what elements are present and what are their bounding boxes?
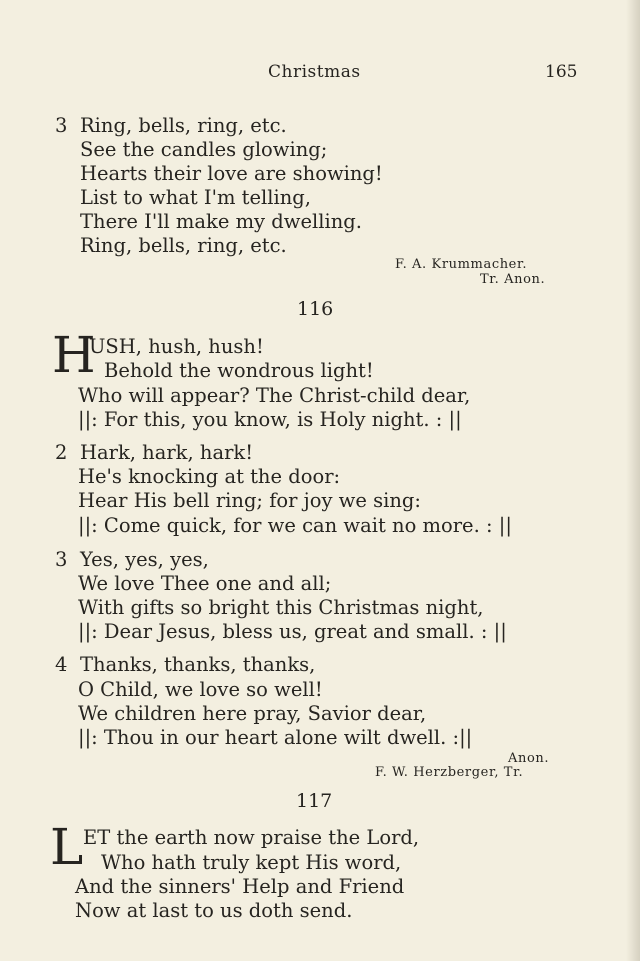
hymn-line: See the candles glowing;: [80, 138, 328, 161]
hymn-line: Ring, bells, ring, etc.: [80, 114, 287, 137]
hymn-line: ||: For this, you know, is Holy night. : ||: [78, 408, 462, 431]
page-edge-shadow: [626, 0, 640, 961]
hymn-line: ||: Thou in our heart alone wilt dwell. :||: [78, 726, 473, 749]
hymn-line: Behold the wondrous light!: [104, 359, 374, 382]
hymn-line: O Child, we love so well!: [78, 678, 323, 701]
hymn-number: 117: [296, 790, 333, 812]
hymn-line: And the sinners' Help and Friend: [75, 875, 405, 898]
hymn-line: ||: Dear Jesus, bless us, great and small. : ||: [78, 620, 507, 643]
hymn-line: USH, hush, hush!: [89, 335, 264, 358]
hymn-line: ||: Come quick, for we can wait no more. : ||: [78, 514, 512, 537]
hymn-line: Hark, hark, hark!: [80, 441, 254, 464]
drop-cap: L: [50, 818, 84, 876]
hymn-line: We children here pray, Savior dear,: [78, 702, 427, 725]
hymn-line: With gifts so bright this Christmas night,: [78, 596, 484, 619]
hymn-translator: Tr. Anon.: [480, 272, 546, 287]
hymn-line: He's knocking at the door:: [78, 465, 341, 488]
hymn-line: There I'll make my dwelling.: [80, 210, 362, 233]
hymn-line: List to what I'm telling,: [80, 186, 311, 209]
hymn-line: We love Thee one and all;: [78, 572, 332, 595]
stanza-number: 3: [55, 114, 68, 137]
hymn-author: Anon.: [508, 751, 550, 766]
hymn-line: Yes, yes, yes,: [80, 548, 209, 571]
hymn-author: F. A. Krummacher.: [395, 257, 528, 272]
stanza-number: 3: [55, 548, 68, 571]
stanza-number: 2: [55, 441, 68, 464]
stanza-number: 4: [55, 653, 68, 676]
hymn-line: Now at last to us doth send.: [75, 899, 353, 922]
drop-cap: H: [52, 326, 96, 384]
hymn-line: Ring, bells, ring, etc.: [80, 234, 287, 257]
hymn-number: 116: [297, 298, 334, 320]
hymn-line: Hear His bell ring; for joy we sing:: [78, 489, 421, 512]
hymn-line: Hearts their love are showing!: [80, 162, 383, 185]
page-header-title: Christmas: [268, 62, 361, 82]
hymn-line: Who will appear? The Christ-child dear,: [78, 384, 471, 407]
hymn-line: ET the earth now praise the Lord,: [83, 826, 420, 849]
hymn-line: Who hath truly kept His word,: [101, 851, 402, 874]
hymn-translator: F. W. Herzberger, Tr.: [375, 765, 524, 780]
hymn-line: Thanks, thanks, thanks,: [80, 653, 316, 676]
page-number: 165: [545, 62, 578, 82]
